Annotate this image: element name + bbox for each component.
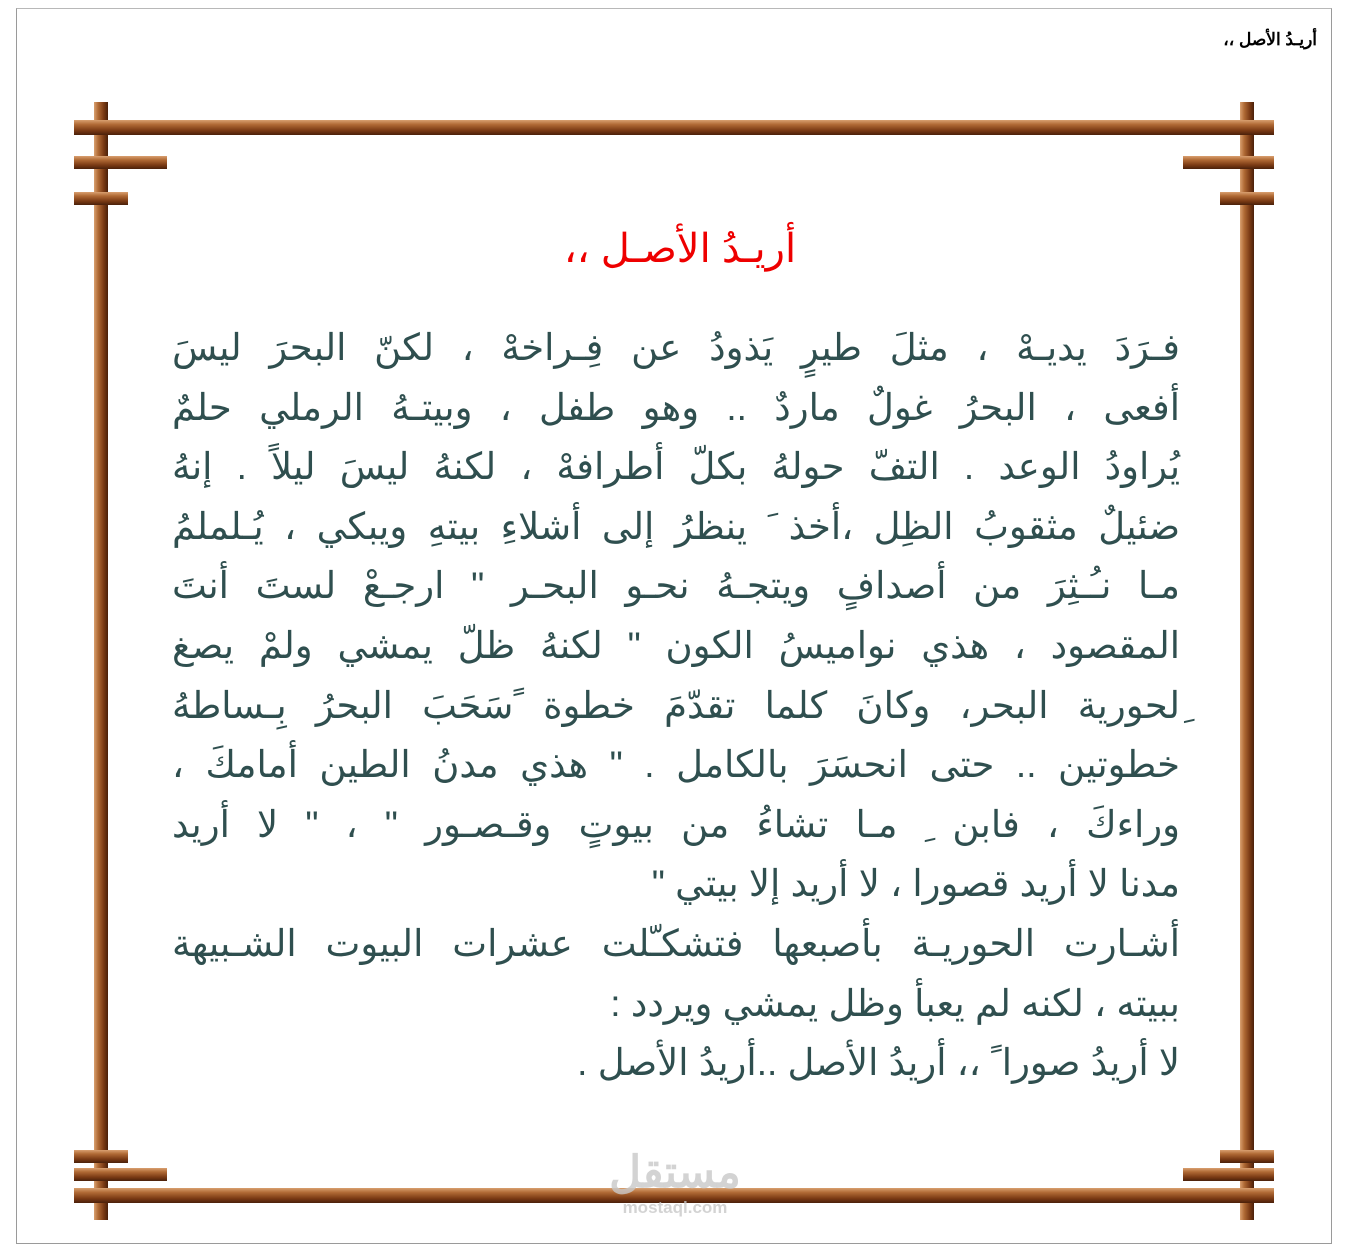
poem-line: ببيته ، لكنه لم يعبأ وظل يمشي ويردد : xyxy=(610,982,1180,1024)
frame-bottom-right-bar-2 xyxy=(1183,1168,1274,1181)
frame-bottom-left-bar-1 xyxy=(74,1150,128,1163)
frame-top-left-bar-2 xyxy=(74,192,128,205)
poem-line: يُراودُ الوعد . التفّ حولهُ بكلّ أطرافهْ ، لكنهُ ليسَ ليلاً . إنهُ xyxy=(172,446,1180,488)
watermark-logo-text: مستقل xyxy=(609,1148,741,1197)
poem-line: خطوتين .. حتى انحسَرَ بالكامل . " هذي مدنُ الطين أمامكَ ، xyxy=(172,744,1180,786)
frame-top-rail xyxy=(74,120,1274,135)
frame-left-post xyxy=(94,102,108,1220)
watermark-url: mostaql.com xyxy=(622,1198,728,1217)
frame-top-right-bar-1 xyxy=(1183,156,1274,169)
page-header-title: أريـدُ الأصل ،، xyxy=(1223,30,1317,49)
poem-line: ِلحورية البحر، وكانَ كلما تقدّمَ خطوة ًسَحَبَ البحرُ بِـساطهُ xyxy=(172,684,1180,726)
poem-line: وراءكَ ، فابن ِ مـا تشاءُ من بيوتٍ وقـصـور " ، " لا أريد xyxy=(172,803,1180,845)
poem-line: فـرَدَ يديـهْ ، مثلَ طيرٍ يَذودُ عن فِـراخهْ ، لكنّ البحرَ ليسَ xyxy=(172,327,1180,368)
frame-right-post xyxy=(1240,102,1254,1220)
poem-line: أشـارت الحوريـة بأصبعها فتشكـّلت عشرات البيوت الشـبيهة xyxy=(172,922,1180,964)
poem-line: مـا نـُـثِرَ من أصدافٍ ويتجـهُ نحـو البحـر " ارجـعْ لستَ أنتَ xyxy=(172,565,1180,607)
poem-line: أفعى ، البحرُ غولٌ ماردٌ .. وهو طفل ، وبيتـهُ الرملي حلمٌ xyxy=(172,386,1180,428)
poem-title: أريـدُ الأصـل ،، xyxy=(563,227,797,271)
watermark xyxy=(590,1148,760,1218)
frame-bottom-left-bar-2 xyxy=(74,1168,167,1181)
poem-line: المقصود ، هذي نواميسُ الكون " لكنهُ ظلّ يمشي ولمْ يصغ xyxy=(172,624,1180,666)
poem-line: مدنا لا أريد قصورا ، لا أريد إلا بيتي " xyxy=(651,863,1180,905)
poem-line: ضئيلٌ مثقوبُ الظِل ،أخذ َ ينظرُ إلى أشلاءِ بيتهِ ويبكي ، يُـلملمُ xyxy=(172,505,1180,547)
frame-bottom-right-bar-1 xyxy=(1220,1150,1274,1163)
frame-top-right-bar-2 xyxy=(1220,192,1274,205)
frame-top-left-bar-1 xyxy=(74,156,167,169)
poem-body xyxy=(172,318,1180,1093)
poem-line: لا أريدُ صورا ً ،، أريدُ الأصل ..أريدُ الأصل . xyxy=(577,1042,1180,1084)
